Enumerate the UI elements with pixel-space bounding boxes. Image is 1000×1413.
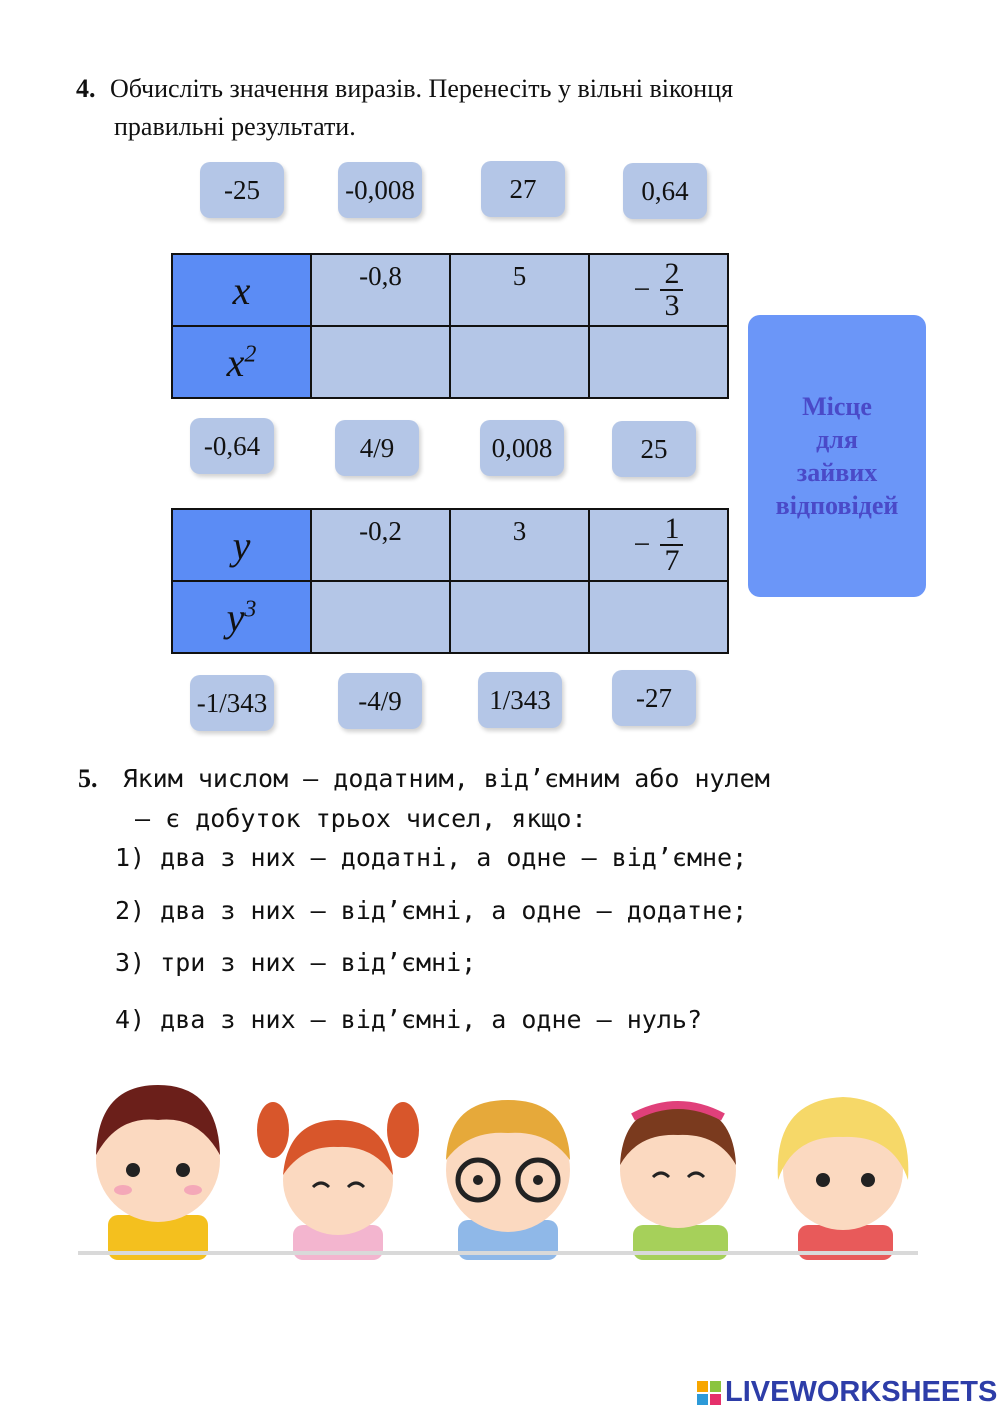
drop-slot[interactable] bbox=[450, 326, 589, 398]
answer-chip[interactable]: 1/343 bbox=[478, 672, 562, 728]
answer-chip[interactable]: -0,008 bbox=[338, 162, 422, 218]
table-y-cubes bbox=[171, 508, 729, 654]
task5-heading bbox=[78, 764, 770, 794]
fraction-cell bbox=[589, 509, 728, 581]
answer-chip[interactable]: -4/9 bbox=[338, 673, 422, 729]
value-cell: 5 bbox=[450, 254, 589, 326]
drop-slot[interactable] bbox=[589, 326, 728, 398]
table-x-squares bbox=[171, 253, 729, 399]
task5-number: 5. bbox=[78, 764, 98, 793]
fraction-numerator: 2 bbox=[660, 259, 683, 291]
fraction-value bbox=[634, 514, 684, 576]
fraction-denominator: 3 bbox=[664, 289, 680, 322]
task4-heading bbox=[76, 70, 733, 108]
task4-number: 4. bbox=[76, 74, 96, 103]
answer-chip[interactable]: 25 bbox=[612, 421, 696, 477]
header-cell-y-cubed: $y^3$ bbox=[172, 581, 311, 653]
task5-text-line2: — є добуток трьох чисел, якщо: bbox=[135, 804, 587, 833]
task4-text-line2: правильні результати. bbox=[114, 112, 356, 141]
header-cell-y: y bbox=[172, 509, 311, 581]
fraction-sign: − bbox=[633, 528, 651, 561]
answer-chip[interactable]: -27 bbox=[612, 670, 696, 726]
table-row bbox=[172, 581, 728, 653]
drop-slot[interactable] bbox=[450, 581, 589, 653]
kid-figure bbox=[446, 1100, 570, 1260]
logo-icon bbox=[697, 1381, 721, 1405]
fraction-cell bbox=[589, 254, 728, 326]
table-row bbox=[172, 326, 728, 398]
task5-text-line1: Яким числом — додатним, від’ємним або нулем bbox=[122, 764, 770, 793]
answer-chip[interactable]: 0,008 bbox=[480, 420, 564, 476]
fraction-value bbox=[634, 259, 684, 321]
answer-chip[interactable]: 27 bbox=[481, 161, 565, 217]
answer-chip[interactable]: -1/343 bbox=[190, 675, 274, 731]
side-box-line4: відповідей bbox=[775, 491, 899, 520]
kid-figure bbox=[96, 1085, 220, 1260]
task5-item: 2) два з них — від’ємні, а одне — додатне; bbox=[115, 896, 748, 925]
task5-item: 4) два з них — від’ємні, а одне — нуль? bbox=[115, 1005, 702, 1034]
table-row bbox=[172, 509, 728, 581]
fraction-denominator: 7 bbox=[664, 544, 680, 577]
header-cell-x: x bbox=[172, 254, 311, 326]
drop-slot[interactable] bbox=[311, 326, 450, 398]
kid-figure bbox=[257, 1102, 419, 1260]
value-cell: -0,2 bbox=[311, 509, 450, 581]
kid-figure bbox=[620, 1105, 736, 1260]
kids-illustration bbox=[78, 1075, 918, 1260]
side-box-line2: для bbox=[816, 425, 858, 454]
answer-chip[interactable]: 4/9 bbox=[335, 420, 419, 476]
task5-item: 3) три з них — від’ємні; bbox=[115, 948, 477, 977]
answer-chip[interactable]: 0,64 bbox=[623, 163, 707, 219]
drop-slot[interactable] bbox=[311, 581, 450, 653]
answer-chip[interactable]: -25 bbox=[200, 162, 284, 218]
fraction-sign: − bbox=[633, 273, 651, 306]
answer-chip[interactable]: -0,64 bbox=[190, 418, 274, 474]
side-box-line1: Місце bbox=[802, 392, 872, 421]
extra-answers-box[interactable] bbox=[748, 315, 926, 597]
task4-text-line1: Обчисліть значення виразів. Перенесіть у вільні віконця bbox=[110, 74, 734, 103]
fraction-numerator: 1 bbox=[660, 514, 683, 546]
drop-slot[interactable] bbox=[589, 581, 728, 653]
value-cell: 3 bbox=[450, 509, 589, 581]
logo-text: LIVEWORKSHEETS bbox=[725, 1376, 998, 1408]
liveworksheets-logo bbox=[697, 1376, 997, 1409]
side-box-line3: зайвих bbox=[796, 458, 878, 487]
task5-item: 1) два з них — додатні, а одне — від’ємне; bbox=[115, 843, 748, 872]
table-row bbox=[172, 254, 728, 326]
header-cell-x-squared: $x^2$ bbox=[172, 326, 311, 398]
value-cell: -0,8 bbox=[311, 254, 450, 326]
kid-figure bbox=[778, 1097, 909, 1260]
